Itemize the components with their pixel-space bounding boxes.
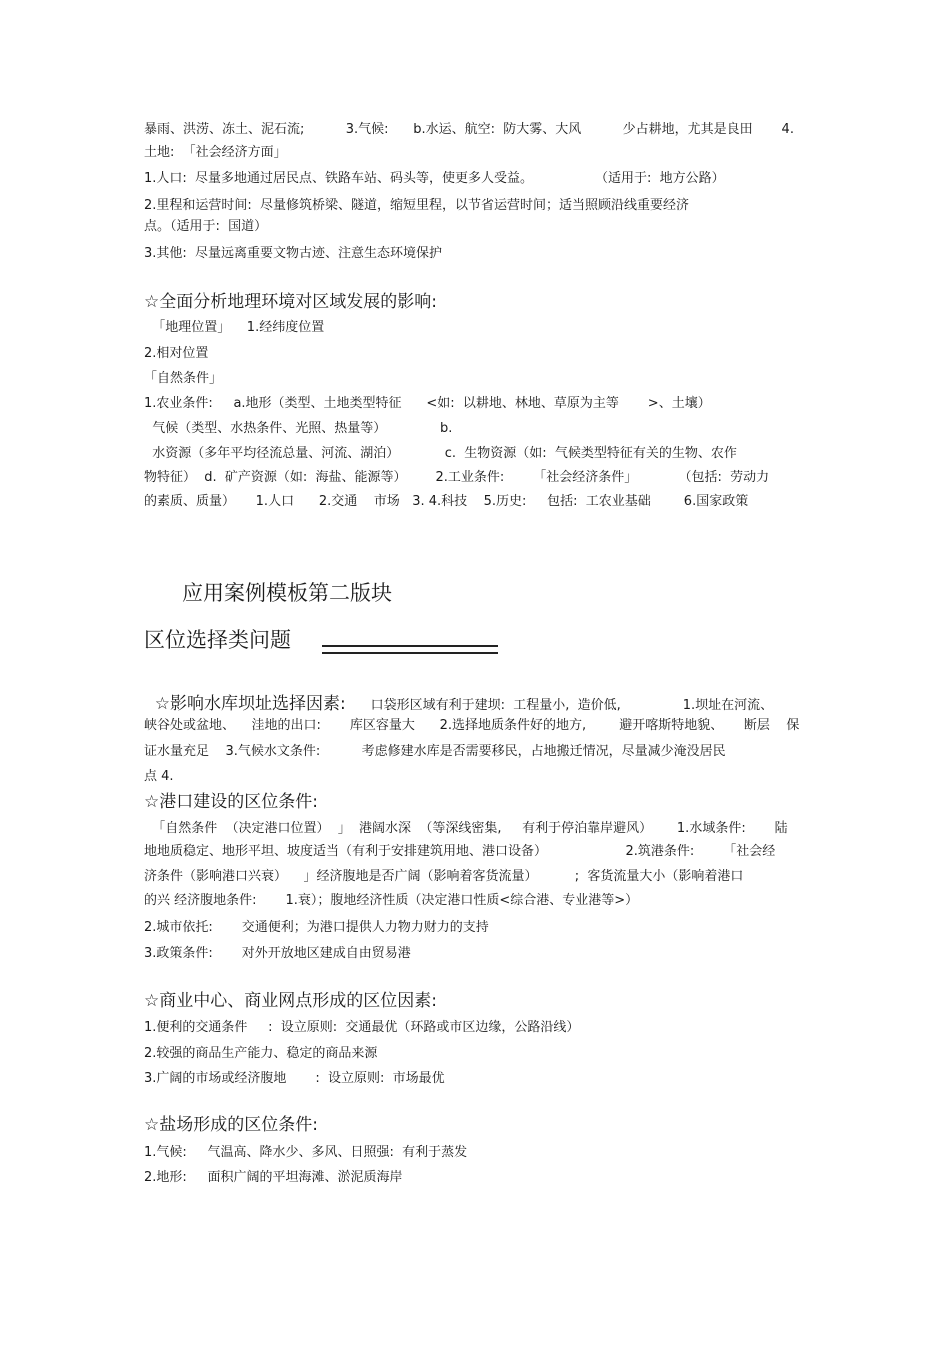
text-line: 1.人口: 尽量多地通过居民点、铁路车站、码头等，使更多人受益。 （适用于: 地方公路） <box>144 171 725 186</box>
text-line: 3.广阔的市场或经济腹地 : 设立原则: 市场最优 <box>144 1071 445 1086</box>
text-line: 物特征） d. 矿产资源（如: 海盐、能源等） 2.工业条件: 「社会经济条件」 （包括: 劳动力 <box>144 470 770 485</box>
text-line: 「地理位置」 1.经纬度位置 <box>144 320 325 335</box>
section-heading: ☆商业中心、商业网点形成的区位因素: <box>144 991 437 1011</box>
text-line: 2.地形: 面积广阔的平坦海滩、淤泥质海岸 <box>144 1170 403 1185</box>
section-heading: ☆全面分析地理环境对区域发展的影响: <box>144 292 437 312</box>
section-heading: ☆盐场形成的区位条件: <box>144 1115 318 1135</box>
text-line: 暴雨、洪涝、冻土、泥石流; 3.气候: b.水运、航空: 防大雾、大风 少占耕地，尤其是良田 4. <box>144 122 794 137</box>
text-line: 3.政策条件: 对外开放地区建成自由贸易港 <box>144 946 411 961</box>
text-line: 3.其他: 尽量远离重要文物古迹、注意生态环境保护 <box>144 246 443 261</box>
text-line: 「自然条件」 <box>144 371 223 386</box>
section-heading: ☆港口建设的区位条件: <box>144 792 318 812</box>
section-heading: ☆影响水库坝址选择因素: <box>144 694 346 714</box>
text-line: 济条件（影响港口兴衰） 」经济腹地是否广阔（影响着客货流量） ; 客货流量大小（影响着港口 <box>144 869 744 884</box>
text-line: 土地: 「社会经济方面」 <box>144 145 287 160</box>
text-line: 1.农业条件: a.地形（类型、土地类型特征 <如: 以耕地、林地、草原为主等 >、土壤） <box>144 396 711 411</box>
template-title: 应用案例模板第二版块 <box>182 581 392 605</box>
text-span: 口袋形区域有利于建坝: 工程量小, 造价低, 1.坝址在河流、 <box>345 698 774 713</box>
text-line: 气候（类型、水热条件、光照、热量等） b. <box>144 421 453 436</box>
text-line: 证水量充足 3.气候水文条件: 考虑修建水库是否需要移民，占地搬迁情况，尽量减少淹没居民 <box>144 744 726 759</box>
text-line: 1.气候: 气温高、降水少、多风、日照强: 有利于蒸发 <box>144 1145 468 1160</box>
text-line: 2.相对位置 <box>144 346 209 361</box>
text-line: 「自然条件 （决定港口位置） 」 港阔水深 （等深线密集, 有利于停泊靠岸避风） 1.水域条件: 陆 <box>144 821 788 836</box>
text-line: 的兴 经济腹地条件: 1.衰）；腹地经济性质（决定港口性质<综合港、专业港等>） <box>144 893 639 908</box>
text-line: 峡谷处或盆地、 洼地的出口: 库区容量大 2.选择地质条件好的地方, 避开喀斯特地貌、 断层 保 <box>144 718 800 733</box>
text-line: 2.较强的商品生产能力、稳定的商品来源 <box>144 1046 378 1061</box>
section-title: 区位选择类问题 <box>144 628 291 652</box>
text-line: 水资源（多年平均径流总量、河流、湖泊） c. 生物资源（如: 气候类型特征有关的生物、农作 <box>144 446 737 461</box>
text-line: 点。（适用于: 国道） <box>144 219 268 234</box>
text-line: 地地质稳定、地形平坦、坡度适当（有利于安排建筑用地、港口设备） 2.筑港条件: 「社会经 <box>144 844 776 859</box>
text-line: 1.便利的交通条件 : 设立原则: 交通最优（环路或市区边缘，公路沿线） <box>144 1020 580 1035</box>
title-underline <box>322 645 498 654</box>
text-line: 2.城市依托: 交通便利；为港口提供人力物力财力的支持 <box>144 920 489 935</box>
text-line: 的素质、质量） 1.人口 2.交通 市场 3. 4.科技 5.历史: 包括: 工农业基础 6.国家政策 <box>144 494 749 509</box>
text-line <box>144 694 773 714</box>
text-line: 点 4. <box>144 769 174 784</box>
text-line: 2.里程和运营时间: 尽量修筑桥梁、隧道，缩短里程，以节省运营时间；适当照顾沿线重要经济 <box>144 198 690 213</box>
